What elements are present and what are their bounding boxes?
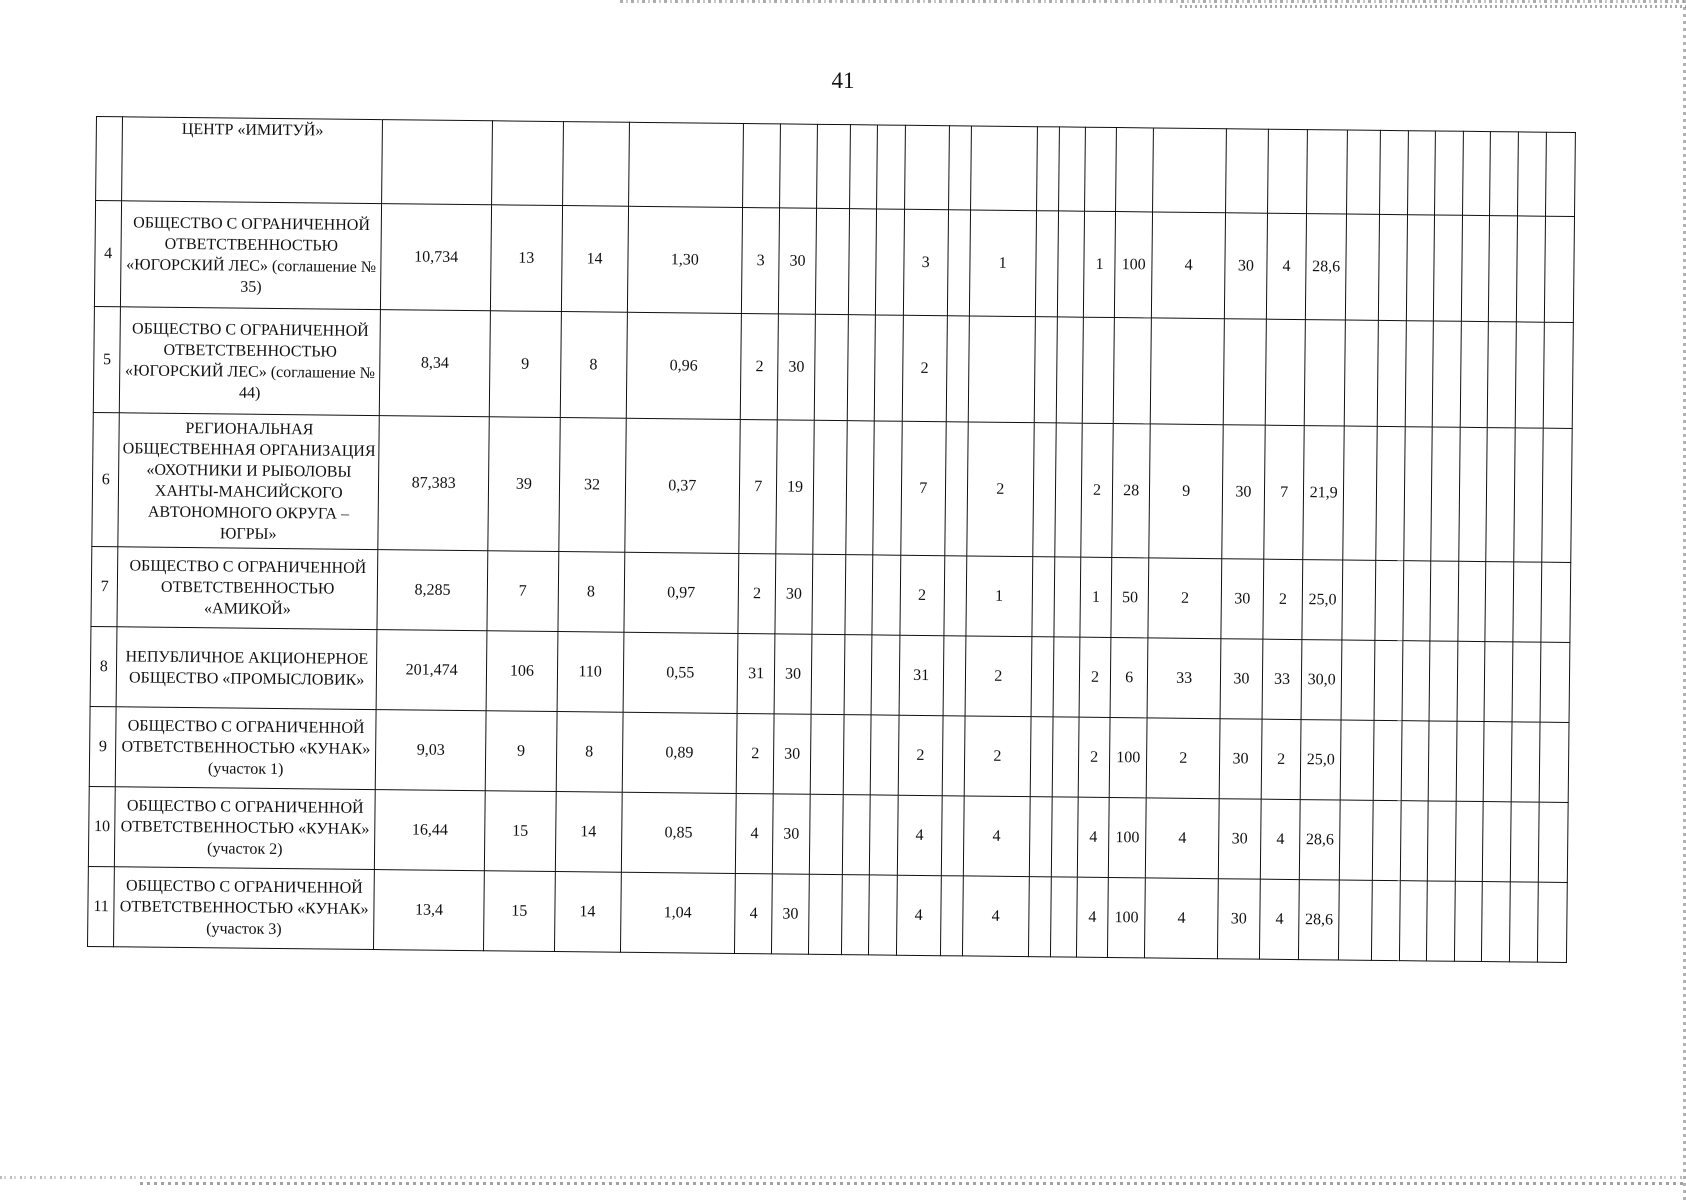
value-cell: 2 (967, 422, 1034, 557)
value-cell: 6 (1110, 638, 1148, 718)
value-cell (1344, 320, 1378, 426)
value-cell (1374, 640, 1402, 720)
value-cell (1509, 882, 1538, 962)
value-cell (849, 125, 877, 209)
value-cell (1307, 130, 1348, 214)
value-cell (947, 210, 970, 316)
value-cell (874, 315, 903, 421)
value-cell (870, 715, 898, 795)
value-cell: 1 (1080, 557, 1112, 637)
value-cell: 2 (740, 313, 779, 419)
value-cell (1338, 880, 1372, 960)
value-cell (814, 314, 848, 420)
value-cell: 30 (773, 794, 810, 874)
value-cell (1035, 211, 1058, 317)
value-cell (1516, 216, 1546, 322)
value-cell (1460, 321, 1489, 427)
value-cell (1342, 560, 1376, 640)
organization-name-cell: НЕПУБЛИЧНОЕ АКЦИОНЕРНОЕ ОБЩЕСТВО «ПРОМЫСЛОВИК» (117, 627, 378, 710)
value-cell (1402, 641, 1430, 721)
value-cell: 28 (1112, 424, 1151, 558)
value-cell (1482, 802, 1510, 882)
value-cell: 28,6 (1299, 880, 1339, 960)
value-cell (1405, 321, 1434, 427)
organization-name-cell: ОБЩЕСТВО С ОГРАНИЧЕННОЙ ОТВЕТСТВЕННОСТЬЮ «АМИКОЙ» (117, 547, 378, 630)
value-cell: 4 (1145, 878, 1218, 959)
scan-noise-top-secondary (1180, 5, 1686, 8)
value-cell (1488, 216, 1517, 322)
value-cell: 1 (966, 556, 1033, 637)
value-cell: 31 (899, 635, 944, 715)
value-cell (841, 875, 869, 955)
value-cell: 100 (1107, 877, 1145, 957)
value-cell: 30 (775, 554, 812, 634)
table-row (92, 412, 1572, 562)
value-cell: 30 (774, 634, 811, 714)
value-cell (1265, 319, 1306, 425)
table-row (96, 117, 1576, 217)
value-cell (1487, 322, 1516, 428)
value-cell: 21,9 (1303, 426, 1344, 560)
value-cell (1340, 720, 1374, 800)
value-cell: 2 (736, 713, 774, 793)
value-cell (1538, 802, 1568, 882)
value-cell (1341, 640, 1375, 720)
value-cell (1033, 423, 1056, 557)
value-cell (842, 795, 870, 875)
value-cell: 7 (487, 551, 558, 632)
value-cell (1484, 642, 1512, 722)
value-cell (945, 422, 968, 556)
value-cell: 28,6 (1300, 800, 1340, 880)
value-cell (1490, 132, 1518, 216)
value-cell (1432, 321, 1461, 427)
value-cell (1430, 561, 1458, 641)
value-cell (1426, 881, 1454, 961)
table-row (93, 306, 1573, 428)
value-cell: 7 (739, 419, 778, 553)
value-cell (1226, 129, 1269, 213)
value-cell: 30 (1222, 425, 1265, 559)
value-cell: 0,37 (624, 418, 740, 553)
value-cell (870, 795, 898, 875)
value-cell (942, 716, 965, 796)
value-cell (846, 421, 875, 555)
value-cell (1380, 130, 1408, 214)
value-cell: 100 (1114, 212, 1153, 318)
value-cell: 50 (1111, 558, 1149, 638)
value-cell (1032, 557, 1055, 637)
value-cell: 4 (1146, 798, 1219, 879)
value-cell (1399, 881, 1427, 961)
value-cell (1223, 319, 1266, 425)
scan-noise-bottom-secondary (140, 1182, 1686, 1185)
value-cell: 4 (735, 793, 773, 873)
value-cell (1431, 427, 1460, 561)
value-cell: 30 (778, 314, 815, 420)
value-cell (1428, 721, 1456, 801)
value-cell (1455, 801, 1483, 881)
value-cell (845, 555, 873, 635)
value-cell: 2 (902, 315, 947, 421)
scan-noise-top (620, 0, 1686, 3)
organization-name-cell: ОБЩЕСТВО С ОГРАНИЧЕННОЙ ОТВЕТСТВЕННОСТЬЮ «КУНАК» (участок 2) (115, 787, 376, 870)
value-cell: 13,4 (374, 870, 485, 951)
value-cell: 9 (1149, 424, 1223, 559)
value-cell: 8 (558, 552, 625, 633)
table-body (88, 117, 1576, 963)
value-cell (562, 122, 629, 207)
value-cell: 2 (965, 636, 1032, 717)
value-cell (904, 125, 949, 209)
value-cell: 2 (1079, 637, 1111, 717)
hunting-grounds-table (87, 116, 1576, 963)
value-cell: 2 (1261, 719, 1301, 799)
value-cell: 4 (734, 873, 772, 953)
value-cell: 25,0 (1302, 560, 1342, 640)
value-cell (1458, 427, 1487, 561)
organization-name-cell: ОБЩЕСТВО С ОГРАНИЧЕННОЙ ОТВЕТСТВЕННОСТЬЮ «КУНАК» (участок 1) (116, 707, 377, 790)
value-cell (1085, 127, 1117, 211)
data-table-wrapper (87, 116, 1576, 963)
value-cell (869, 875, 897, 955)
value-cell (1373, 720, 1401, 800)
value-cell (1481, 882, 1509, 962)
value-cell (844, 635, 872, 715)
value-cell (1515, 322, 1545, 428)
page-number: 41 (831, 68, 855, 93)
value-cell (1486, 428, 1515, 562)
value-cell (1457, 641, 1485, 721)
row-number-cell: 9 (89, 706, 116, 786)
value-cell (876, 209, 905, 315)
value-cell: 7 (901, 421, 946, 555)
row-number-cell: 8 (90, 626, 117, 706)
value-cell (812, 554, 846, 634)
value-cell (809, 794, 843, 874)
value-cell: 14 (555, 792, 622, 873)
value-cell (1403, 427, 1432, 561)
value-cell (808, 874, 842, 954)
value-cell (1461, 215, 1490, 321)
value-cell (1050, 877, 1077, 957)
value-cell (1512, 642, 1541, 722)
value-cell (1402, 561, 1430, 641)
value-cell (1034, 317, 1057, 423)
value-cell (1053, 637, 1080, 717)
value-cell (968, 316, 1035, 423)
value-cell: 30 (774, 714, 811, 794)
value-cell: 9,03 (375, 710, 486, 791)
value-cell (1029, 797, 1052, 877)
value-cell: 4 (1152, 212, 1226, 319)
value-cell (843, 715, 871, 795)
value-cell: 1 (969, 210, 1036, 317)
value-cell: 1,30 (627, 206, 743, 313)
row-number-cell: 4 (94, 201, 122, 307)
value-cell: 2 (898, 715, 943, 795)
value-cell (1267, 129, 1308, 213)
value-cell: 16,44 (374, 790, 485, 871)
value-cell: 2 (1148, 558, 1221, 639)
value-cell: 30 (1221, 559, 1264, 639)
value-cell (1485, 562, 1513, 642)
row-number-cell (96, 117, 123, 201)
value-cell: 8,285 (377, 550, 488, 631)
value-cell (1052, 717, 1079, 797)
value-cell: 39 (488, 417, 560, 552)
value-cell (943, 636, 966, 716)
value-cell (970, 126, 1037, 211)
value-cell (1378, 214, 1407, 320)
value-cell (1375, 560, 1403, 640)
row-number-cell: 7 (91, 546, 118, 626)
table-row (94, 201, 1574, 323)
value-cell (873, 421, 902, 555)
value-cell (1055, 423, 1083, 557)
value-cell (1546, 132, 1576, 216)
value-cell: 4 (896, 875, 941, 955)
value-cell: 2 (900, 555, 945, 635)
value-cell (1454, 881, 1482, 961)
table-row (88, 866, 1568, 962)
row-number-cell: 6 (92, 412, 120, 546)
row-number-cell: 11 (88, 866, 115, 946)
value-cell: 13 (491, 205, 563, 312)
organization-name-cell: ОБЩЕСТВО С ОГРАНИЧЕННОЙ ОТВЕТСТВЕННОСТЬЮ «ЮГОРСКИЙ ЛЕС» (соглашение № 44) (120, 307, 381, 416)
value-cell (1116, 128, 1154, 212)
value-cell (1545, 216, 1575, 322)
value-cell (1407, 131, 1435, 215)
value-cell: 30 (1220, 639, 1263, 719)
value-cell (1371, 880, 1399, 960)
value-cell: 100 (1109, 718, 1147, 798)
value-cell: 106 (486, 631, 557, 712)
value-cell (811, 634, 845, 714)
value-cell (1051, 797, 1078, 877)
value-cell (941, 796, 964, 876)
value-cell: 100 (1108, 798, 1146, 878)
value-cell (1457, 561, 1485, 641)
value-cell: 33 (1147, 638, 1220, 719)
value-cell (1541, 562, 1571, 642)
row-number-cell: 5 (93, 306, 121, 412)
value-cell (944, 556, 967, 636)
value-cell: 87,383 (378, 416, 489, 551)
value-cell (1347, 130, 1381, 214)
value-cell (1400, 801, 1428, 881)
value-cell (1513, 428, 1543, 562)
value-cell: 1,04 (620, 872, 735, 953)
value-cell: 30 (1224, 213, 1267, 319)
value-cell (1542, 428, 1572, 562)
value-cell: 30 (772, 874, 809, 954)
value-cell (1082, 317, 1114, 423)
value-cell: 3 (741, 208, 780, 314)
value-cell: 0,96 (626, 312, 742, 419)
value-cell: 31 (737, 633, 775, 713)
value-cell (1153, 128, 1227, 213)
value-cell: 4 (962, 876, 1029, 957)
organization-name-cell: ЦЕНТР «ИМИТУЙ» (122, 117, 383, 204)
value-cell (1401, 721, 1429, 801)
value-cell: 7 (1264, 425, 1305, 559)
value-cell (628, 122, 743, 207)
value-cell: 9 (485, 711, 556, 792)
value-cell: 30 (1218, 799, 1261, 879)
value-cell (1030, 717, 1053, 797)
value-cell: 8 (560, 312, 627, 419)
value-cell: 8 (556, 712, 623, 793)
value-cell (1305, 320, 1346, 426)
value-cell (813, 420, 847, 554)
value-cell (1517, 132, 1547, 216)
value-cell: 4 (897, 795, 942, 875)
value-cell (1028, 877, 1051, 957)
value-cell (1036, 127, 1059, 211)
value-cell (1151, 318, 1225, 425)
value-cell: 25,0 (1301, 720, 1341, 800)
value-cell: 2 (964, 716, 1031, 797)
value-cell: 28,6 (1306, 214, 1347, 320)
value-cell: 4 (1259, 879, 1299, 959)
value-cell (1483, 722, 1511, 802)
value-cell (1056, 317, 1084, 423)
value-cell: 15 (484, 791, 555, 872)
value-cell: 30 (779, 208, 816, 314)
value-cell (1377, 320, 1406, 426)
value-cell (780, 124, 817, 208)
value-cell (1376, 426, 1405, 560)
value-cell (1113, 318, 1152, 424)
value-cell (847, 315, 876, 421)
value-cell: 30,0 (1301, 640, 1341, 720)
organization-name-cell: ОБЩЕСТВО С ОГРАНИЧЕННОЙ ОТВЕТСТВЕННОСТЬЮ «ЮГОРСКИЙ ЛЕС» (соглашение № 35) (121, 201, 382, 310)
value-cell (1427, 801, 1455, 881)
value-cell (877, 125, 905, 209)
value-cell (848, 209, 877, 315)
value-cell (1538, 882, 1568, 962)
value-cell: 32 (558, 418, 625, 553)
value-cell (1462, 131, 1490, 215)
organization-name-cell: РЕГИОНАЛЬНАЯ ОБЩЕСТВЕННАЯ ОРГАНИЗАЦИЯ «ОХОТНИКИ И РЫБОЛОВЫ ХАНТЫ-МАНСИЙСКОГО АВТОНОМНОГО ОКРУГА – ЮГРЫ» (118, 413, 379, 550)
value-cell: 30 (1219, 719, 1262, 799)
value-cell (1058, 127, 1085, 211)
value-cell (871, 635, 899, 715)
value-cell (948, 126, 971, 210)
value-cell: 2 (1078, 717, 1110, 797)
value-cell: 4 (963, 796, 1030, 877)
value-cell: 14 (561, 206, 628, 313)
value-cell (1372, 800, 1400, 880)
value-cell: 2 (738, 553, 776, 633)
value-cell: 2 (1081, 423, 1113, 557)
value-cell (1339, 800, 1373, 880)
row-number-cell: 10 (88, 786, 115, 866)
value-cell (382, 120, 493, 205)
value-cell: 30 (1217, 879, 1260, 959)
value-cell (1345, 214, 1379, 320)
value-cell: 0,97 (624, 552, 739, 633)
value-cell: 4 (1077, 877, 1109, 957)
value-cell: 15 (484, 871, 555, 952)
value-cell: 9 (489, 311, 561, 418)
value-cell (1512, 562, 1541, 642)
value-cell (810, 714, 844, 794)
organization-name-cell: ОБЩЕСТВО С ОГРАНИЧЕННОЙ ОТВЕТСТВЕННОСТЬЮ «КУНАК» (участок 3) (114, 867, 375, 950)
value-cell (1406, 215, 1435, 321)
value-cell: 3 (903, 209, 948, 315)
value-cell (492, 121, 563, 206)
value-cell (1510, 802, 1539, 882)
value-cell (940, 876, 963, 956)
value-cell (1433, 215, 1462, 321)
value-cell: 2 (1263, 559, 1303, 639)
value-cell: 33 (1262, 639, 1302, 719)
value-cell: 201,474 (376, 630, 487, 711)
value-cell: 14 (554, 872, 621, 953)
value-cell (1539, 722, 1569, 802)
value-cell (872, 555, 900, 635)
value-cell (1511, 722, 1540, 802)
value-cell (743, 124, 781, 208)
value-cell: 8,34 (379, 310, 490, 417)
value-cell (1031, 637, 1054, 717)
value-cell (946, 316, 969, 422)
value-cell (1343, 426, 1377, 560)
value-cell: 10,734 (381, 204, 492, 311)
value-cell: 1 (1084, 211, 1116, 317)
value-cell (1054, 557, 1081, 637)
value-cell (1540, 642, 1570, 722)
value-cell: 4 (1077, 797, 1109, 877)
scan-noise-bottom (0, 1176, 1686, 1179)
value-cell: 19 (776, 420, 814, 554)
value-cell (1429, 641, 1457, 721)
value-cell: 0,85 (621, 792, 736, 873)
value-cell: 4 (1266, 213, 1307, 319)
value-cell: 110 (557, 632, 624, 713)
value-cell: 4 (1260, 799, 1300, 879)
value-cell (1456, 721, 1484, 801)
value-cell: 0,89 (622, 712, 737, 793)
value-cell: 2 (1147, 718, 1220, 799)
value-cell (816, 124, 850, 208)
value-cell: 0,55 (623, 632, 738, 713)
value-cell (1435, 131, 1463, 215)
value-cell (1057, 211, 1085, 317)
value-cell (815, 208, 849, 314)
value-cell (1543, 322, 1573, 428)
